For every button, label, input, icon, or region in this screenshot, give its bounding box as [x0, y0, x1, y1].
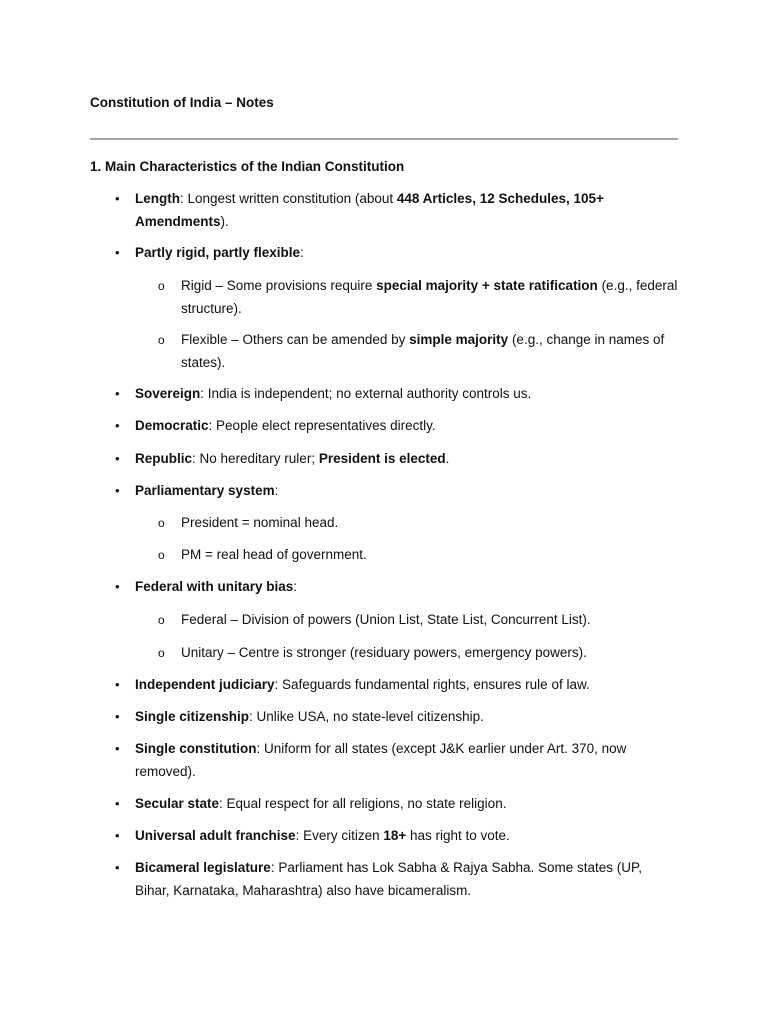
- circle-bullet-icon: [158, 642, 165, 665]
- item-text: Unitary – Centre is stronger (residuary powers, emergency powers).: [181, 645, 587, 660]
- term-label: Independent judiciary: [135, 677, 275, 692]
- item-emphasis: special majority + state ratification: [376, 278, 598, 293]
- list-item-constitution: [135, 738, 675, 783]
- list-item-secular: [135, 793, 675, 816]
- document-title: Constitution of India – Notes: [90, 95, 274, 110]
- item-text: : Parliament has Lok Sabha & Rajya Sabha. Some states (UP, Bihar, Karnataka, Maharashtra) also have bicameralism.: [135, 860, 643, 898]
- item-text: :: [293, 579, 298, 594]
- term-label: Democratic: [135, 418, 209, 433]
- term-label: Sovereign: [135, 386, 201, 401]
- list-item-bicameral: [135, 857, 675, 902]
- sub-item-unitary: [181, 642, 678, 665]
- item-emphasis: President is elected: [318, 451, 446, 466]
- item-text: ).: [220, 213, 229, 229]
- circle-bullet-icon: [158, 329, 165, 352]
- list-item-republic: [135, 448, 675, 471]
- list-item-judiciary: [135, 674, 675, 697]
- bullet-icon: [115, 242, 120, 265]
- bullet-icon: [115, 674, 120, 697]
- item-text: : People elect representatives directly.: [208, 418, 436, 433]
- bullet-icon: [115, 825, 120, 848]
- term-label: Bicameral legislature: [135, 860, 271, 875]
- term-label: Single citizenship: [135, 709, 250, 724]
- bullet-icon: [115, 448, 120, 471]
- item-text: (e.g., federal structure).: [181, 278, 678, 316]
- item-text: (e.g., change in names of states).: [181, 332, 665, 370]
- bullet-icon: [115, 706, 120, 729]
- list-item-citizenship: [135, 706, 675, 729]
- term-label: Single constitution: [135, 741, 257, 756]
- term-label: Length: [135, 191, 180, 206]
- item-text: : Equal respect for all religions, no state religion.: [219, 796, 507, 811]
- item-emphasis: simple majority: [409, 332, 509, 347]
- bullet-icon: [115, 415, 120, 438]
- list-item-rigid-flexible: [135, 242, 675, 265]
- item-emphasis: 18+: [383, 828, 407, 843]
- item-text: Federal – Division of powers (Union List, State List, Concurrent List).: [181, 612, 591, 627]
- sub-item-president: [181, 512, 678, 535]
- circle-bullet-icon: [158, 544, 165, 567]
- section-heading: 1. Main Characteristics of the Indian Constitution: [90, 159, 405, 174]
- bullet-icon: [115, 738, 120, 761]
- item-text: :: [300, 245, 304, 260]
- horizontal-rule: [90, 138, 678, 140]
- term-label: Republic: [135, 451, 193, 466]
- term-label: Secular state: [135, 796, 220, 811]
- bullet-icon: [115, 188, 120, 211]
- item-text: : India is independent; no external authority controls us.: [200, 386, 532, 401]
- item-text: : No hereditary ruler;: [192, 451, 319, 466]
- sub-item-rigid: [181, 275, 678, 320]
- bullet-icon: [115, 857, 120, 880]
- list-item-franchise: [135, 825, 675, 848]
- item-text: has right to vote.: [406, 828, 510, 843]
- list-item-parliamentary: [135, 480, 675, 503]
- item-text: : Every citizen: [295, 828, 384, 843]
- list-item-length: [135, 188, 675, 233]
- list-item-federal-unitary: [135, 576, 675, 599]
- bullet-icon: [115, 383, 120, 406]
- term-label: Federal with unitary bias: [135, 579, 294, 594]
- sub-item-federal: [181, 609, 678, 632]
- item-text: PM = real head of government.: [181, 547, 367, 562]
- circle-bullet-icon: [158, 609, 165, 632]
- item-text: .: [445, 451, 450, 466]
- bullet-icon: [115, 480, 120, 503]
- sub-item-pm: [181, 544, 678, 567]
- list-item-democratic: [135, 415, 675, 438]
- item-text: Flexible – Others can be amended by: [181, 332, 410, 347]
- item-text: : Uniform for all states (except J&K earlier under Art. 370, now removed).: [135, 741, 627, 779]
- item-text: :: [274, 483, 279, 498]
- item-text: : Longest written constitution (about: [180, 191, 397, 206]
- bullet-icon: [115, 793, 120, 816]
- list-item-sovereign: [135, 383, 675, 406]
- bullet-icon: [115, 576, 120, 599]
- term-label: Parliamentary system: [135, 483, 275, 498]
- item-text: President = nominal head.: [181, 515, 339, 530]
- item-emphasis: 448 Articles, 12 Schedules, 105+ Amendments: [135, 191, 604, 229]
- term-label: Partly rigid, partly flexible: [135, 245, 301, 260]
- circle-bullet-icon: [158, 275, 165, 298]
- circle-bullet-icon: [158, 512, 165, 535]
- term-label: Universal adult franchise: [135, 828, 296, 843]
- item-text: Rigid – Some provisions require: [181, 278, 377, 293]
- item-text: : Unlike USA, no state-level citizenship.: [249, 709, 484, 724]
- sub-item-flexible: [181, 329, 678, 374]
- item-text: : Safeguards fundamental rights, ensures rule of law.: [274, 677, 590, 692]
